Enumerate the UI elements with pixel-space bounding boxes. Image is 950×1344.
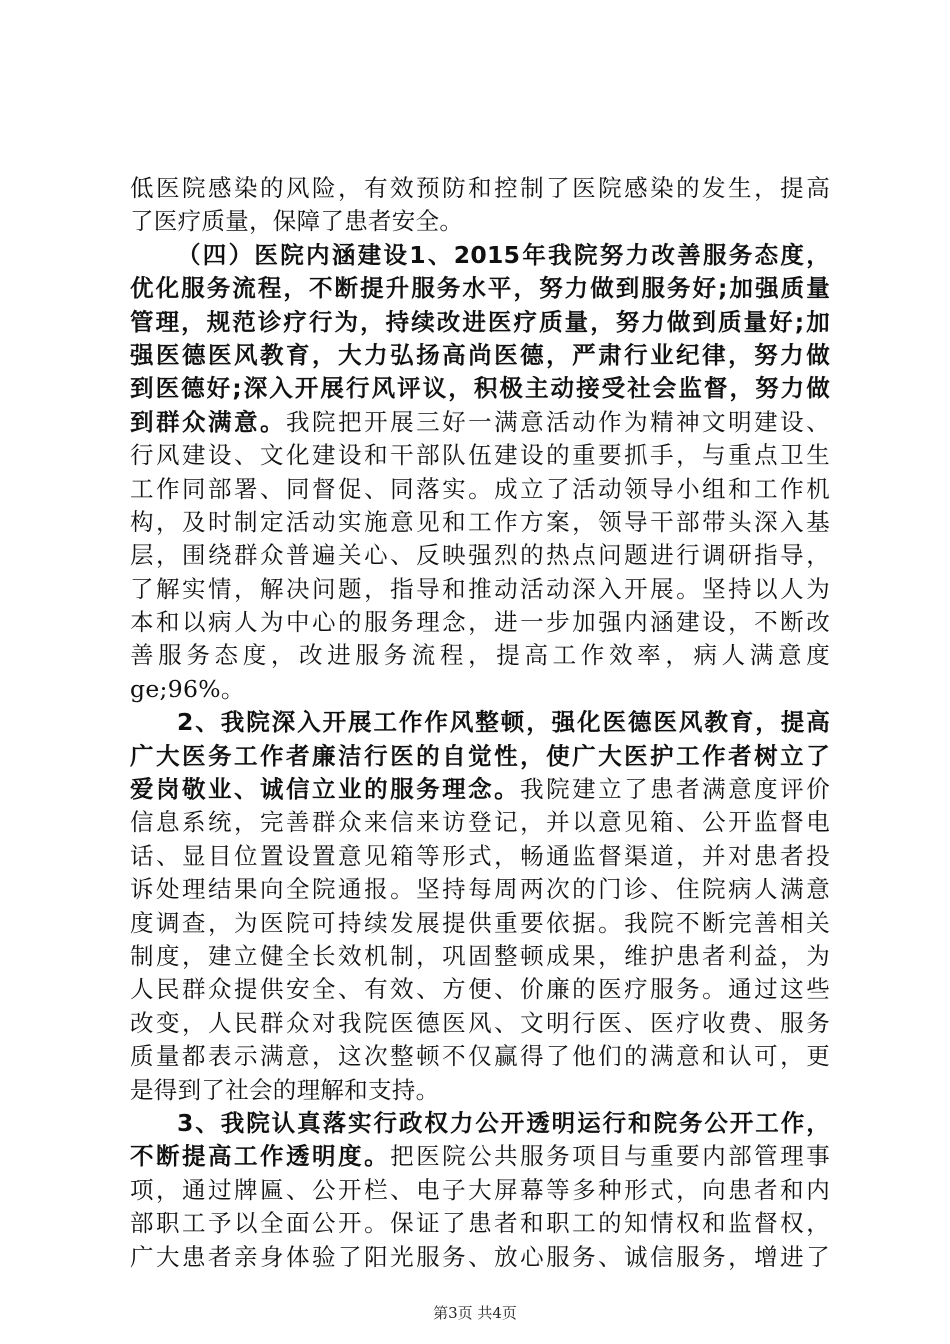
line-text: 了解实情，解决问题，指导和推动活动深入开展。坚持以人为 [130,574,830,603]
paragraph-line [130,172,830,205]
paragraph-1 [130,172,830,239]
document-body [130,172,830,1274]
line-text: 善服务态度，改进服务流程，提高工作效率，病人满意度 [130,641,830,670]
paragraph-3 [130,706,830,1107]
line-text: 了医疗质量，保障了患者安全。 [130,207,464,236]
line-text: 管理，规范诊疗行为，持续改进医疗质量，努力做到质量好;加 [130,307,830,336]
paragraph-line [130,573,830,606]
line-text: 工作同部署、同督促、同落实。成立了活动领导小组和工作机 [130,474,830,503]
paragraph-line [130,806,830,839]
paragraph-line [130,372,830,405]
line-text-bold: 不断提高工作透明度。 [130,1142,391,1171]
line-text-bold: 到群众满意。 [130,407,287,436]
paragraph-2 [130,239,830,706]
line-text: ge;96%。 [130,674,245,703]
paragraph-line [130,1207,830,1240]
paragraph-line [130,1007,830,1040]
paragraph-heading-line [130,706,830,739]
paragraph-line [130,973,830,1006]
paragraph-line [130,840,830,873]
line-text: 广大患者亲身体验了阳光服务、放心服务、诚信服务，增进了 [130,1242,830,1271]
paragraph-line [130,406,830,439]
paragraph-line [130,272,830,305]
line-text: 我院建立了患者满意度评价 [520,775,830,804]
line-text: 我院把开展三好一满意活动作为精神文明建设、 [286,407,830,436]
paragraph-line [130,506,830,539]
line-text: 质量都表示满意，这次整顿不仅赢得了他们的满意和认可，更 [130,1042,830,1071]
line-text-bold: 爱岗敬业、诚信立业的服务理念。 [130,775,521,804]
line-text: 层，围绕群众普遍关心、反映强烈的热点问题进行调研指导， [130,541,830,570]
paragraph-line [130,339,830,372]
paragraph-line [130,907,830,940]
paragraph-heading-line [130,1107,830,1140]
line-text: 本和以病人为中心的服务理念，进一步加强内涵建设，不断改 [130,608,830,637]
line-text: 把医院公共服务项目与重要内部管理事 [390,1142,830,1171]
line-text: 3、我院认真落实行政权力公开透明运行和院务公开工作， [177,1108,830,1137]
paragraph-line [130,1040,830,1073]
line-text: 行风建设、文化建设和干部队伍建设的重要抓手，与重点卫生 [130,441,830,470]
paragraph-line [130,1074,830,1107]
paragraph-line [130,439,830,472]
paragraph-line [130,673,830,706]
line-text: 项，通过牌匾、公开栏、电子大屏幕等多种形式，向患者和内 [130,1175,830,1204]
line-text: 改变，人民群众对我院医德医风、文明行医、医疗收费、服务 [130,1008,830,1037]
paragraph-line [130,873,830,906]
paragraph-line [130,473,830,506]
paragraph-line [130,639,830,672]
line-text: 人民群众提供安全、有效、方便、价廉的医疗服务。通过这些 [130,975,830,1004]
line-text: 话、显目位置设置意见箱等形式，畅通监督渠道，并对患者投 [130,841,830,870]
paragraph-line [130,1174,830,1207]
line-text: 2、我院深入开展工作作风整顿，强化医德医风教育，提高 [177,708,830,737]
line-text: （四）医院内涵建设1、2015年我院努力改善服务态度， [177,240,830,269]
line-text: 低医院感染的风险，有效预防和控制了医院感染的发生，提高 [130,174,830,202]
line-text: 部职工予以全面公开。保证了患者和职工的知情权和监督权， [130,1209,830,1238]
paragraph-line [130,1140,830,1173]
line-text: 是得到了社会的理解和支持。 [130,1075,440,1104]
paragraph-line [130,539,830,572]
paragraph-4 [130,1107,830,1274]
paragraph-line [130,306,830,339]
paragraph-line [130,606,830,639]
paragraph-line [130,1241,830,1274]
page-footer [0,1302,950,1323]
paragraph-line [130,773,830,806]
paragraph-line [130,205,830,238]
line-text: 制度，建立健全长效机制，巩固整顿成果，维护患者利益，为 [130,941,830,970]
page-number: 第3页 共4页 [433,1304,517,1322]
line-text: 强医德医风教育，大力弘扬高尚医德，严肃行业纪律，努力做 [130,340,830,369]
line-text: 优化服务流程，不断提升服务水平，努力做到服务好;加强质量 [130,274,830,303]
line-text: 构，及时制定活动实施意见和工作方案，领导干部带头深入基 [130,507,830,536]
paragraph-line [130,940,830,973]
paragraph-line [130,740,830,773]
line-text: 诉处理结果向全院通报。坚持每周两次的门诊、住院病人满意 [130,875,830,904]
line-text: 到医德好;深入开展行风评议，积极主动接受社会监督，努力做 [130,374,830,403]
line-text: 度调查，为医院可持续发展提供重要依据。我院不断完善相关 [130,908,830,937]
line-text: 广大医务工作者廉洁行医的自觉性，使广大医护工作者树立了 [130,741,830,770]
line-text: 信息系统，完善群众来信来访登记，并以意见箱、公开监督电 [130,808,830,837]
paragraph-heading-line [130,239,830,272]
